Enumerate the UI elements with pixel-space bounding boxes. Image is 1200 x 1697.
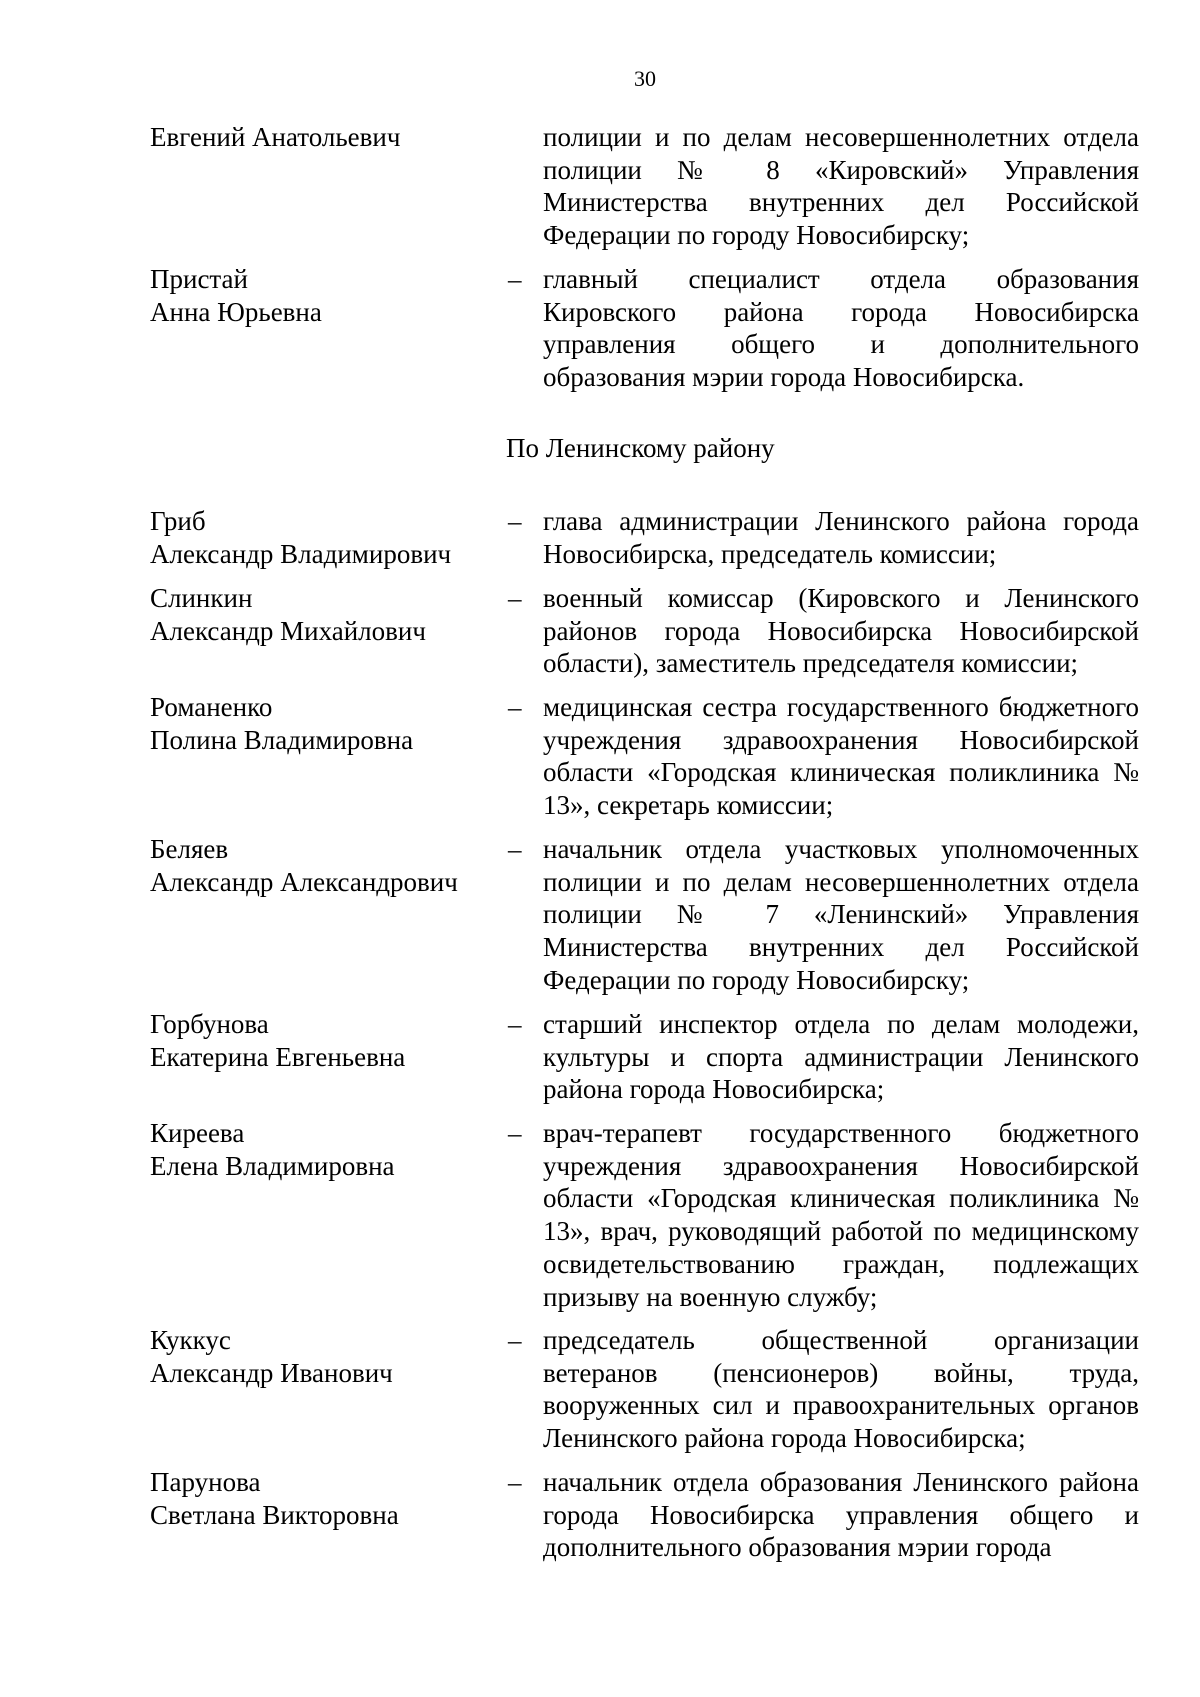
member-description: начальник отдела участковых уполномоченных полиции и по делам несовершеннолетних отдела полиции № 7 «Ленинский» Управления Министерства внутренних дел Российской Федерации по городу Новосибирску; xyxy=(543,834,1139,995)
member-name xyxy=(150,582,500,647)
member-given-name: Светлана Викторовна xyxy=(150,1499,399,1530)
dash-separator: – xyxy=(508,264,522,294)
member-name xyxy=(150,691,500,756)
member-given-name: Александр Михайлович xyxy=(150,615,426,646)
dash-separator: – xyxy=(508,692,522,722)
page-number: 30 xyxy=(634,66,656,91)
dash-separator: – xyxy=(508,834,522,864)
member-name xyxy=(150,505,500,570)
member-surname: Романенко xyxy=(150,692,273,722)
member-name-line: Евгений Анатольевич xyxy=(150,122,401,152)
dash-separator: – xyxy=(508,506,522,536)
member-name xyxy=(150,1324,500,1389)
member-given-name: Александр Владимирович xyxy=(150,538,452,569)
member-description: начальник отдела образования Ленинского района города Новосибирска управления общего и дополнительного образования мэрии города xyxy=(543,1467,1139,1563)
member-description: старший инспектор отдела по делам молодежи, культуры и спорта администрации Ленинского района города Новосибирска; xyxy=(543,1009,1139,1105)
member-description: врач-терапевт государственного бюджетного учреждения здравоохранения Новосибирской области «Городская клиническая поликлиника № 13», врач, руководящий работой по медицинскому освидетельствованию граждан, подлежащих призыву на военную службу; xyxy=(543,1118,1139,1312)
member-given-name: Полина Владимировна xyxy=(150,724,414,755)
member-description: военный комиссар (Кировского и Ленинского районов города Новосибирска Новосибирской области), заместитель председателя комиссии; xyxy=(543,583,1139,679)
member-description: главный специалист отдела образования Кировского района города Новосибирска управления общего и дополнительного образования мэрии города Новосибирска. xyxy=(543,264,1139,393)
member-name xyxy=(150,121,500,154)
member-given-name: Александр Иванович xyxy=(150,1357,393,1388)
member-surname: Горбунова xyxy=(150,1009,269,1039)
member-surname: Куккус xyxy=(150,1325,231,1355)
member-name xyxy=(150,1117,500,1182)
member-given-name: Анна Юрьевна xyxy=(150,296,322,327)
member-description: глава администрации Ленинского района города Новосибирска, председатель комиссии; xyxy=(543,506,1139,569)
member-description: председатель общественной организации ветеранов (пенсионеров) войны, труда, вооруженных сил и правоохранительных органов Ленинского района города Новосибирска; xyxy=(543,1325,1139,1454)
dash-separator: – xyxy=(508,1325,522,1355)
member-description: медицинская сестра государственного бюджетного учреждения здравоохранения Новосибирской области «Городская клиническая поликлиника № 13», секретарь комиссии; xyxy=(543,692,1139,821)
member-name xyxy=(150,833,500,898)
dash-separator: – xyxy=(508,583,522,613)
member-name xyxy=(150,1466,500,1531)
member-description: полиции и по делам несовершеннолетних отдела полиции № 8 «Кировский» Управления Министерства внутренних дел Российской Федерации по городу Новосибирску; xyxy=(543,122,1139,251)
member-given-name: Екатерина Евгеньевна xyxy=(150,1041,406,1072)
member-surname: Киреева xyxy=(150,1118,245,1148)
member-surname: Парунова xyxy=(150,1467,261,1497)
member-surname: Гриб xyxy=(150,506,206,536)
member-surname: Слинкин xyxy=(150,583,253,613)
member-name xyxy=(150,263,500,328)
member-surname: Беляев xyxy=(150,834,229,864)
member-given-name: Александр Александрович xyxy=(150,866,458,897)
dash-separator: – xyxy=(508,1118,522,1148)
section-title: По Ленинскому району xyxy=(506,433,775,463)
member-surname: Пристай xyxy=(150,264,248,294)
member-name xyxy=(150,1008,500,1073)
dash-separator: – xyxy=(508,1009,522,1039)
member-given-name: Елена Владимировна xyxy=(150,1150,395,1181)
dash-separator: – xyxy=(508,1467,522,1497)
